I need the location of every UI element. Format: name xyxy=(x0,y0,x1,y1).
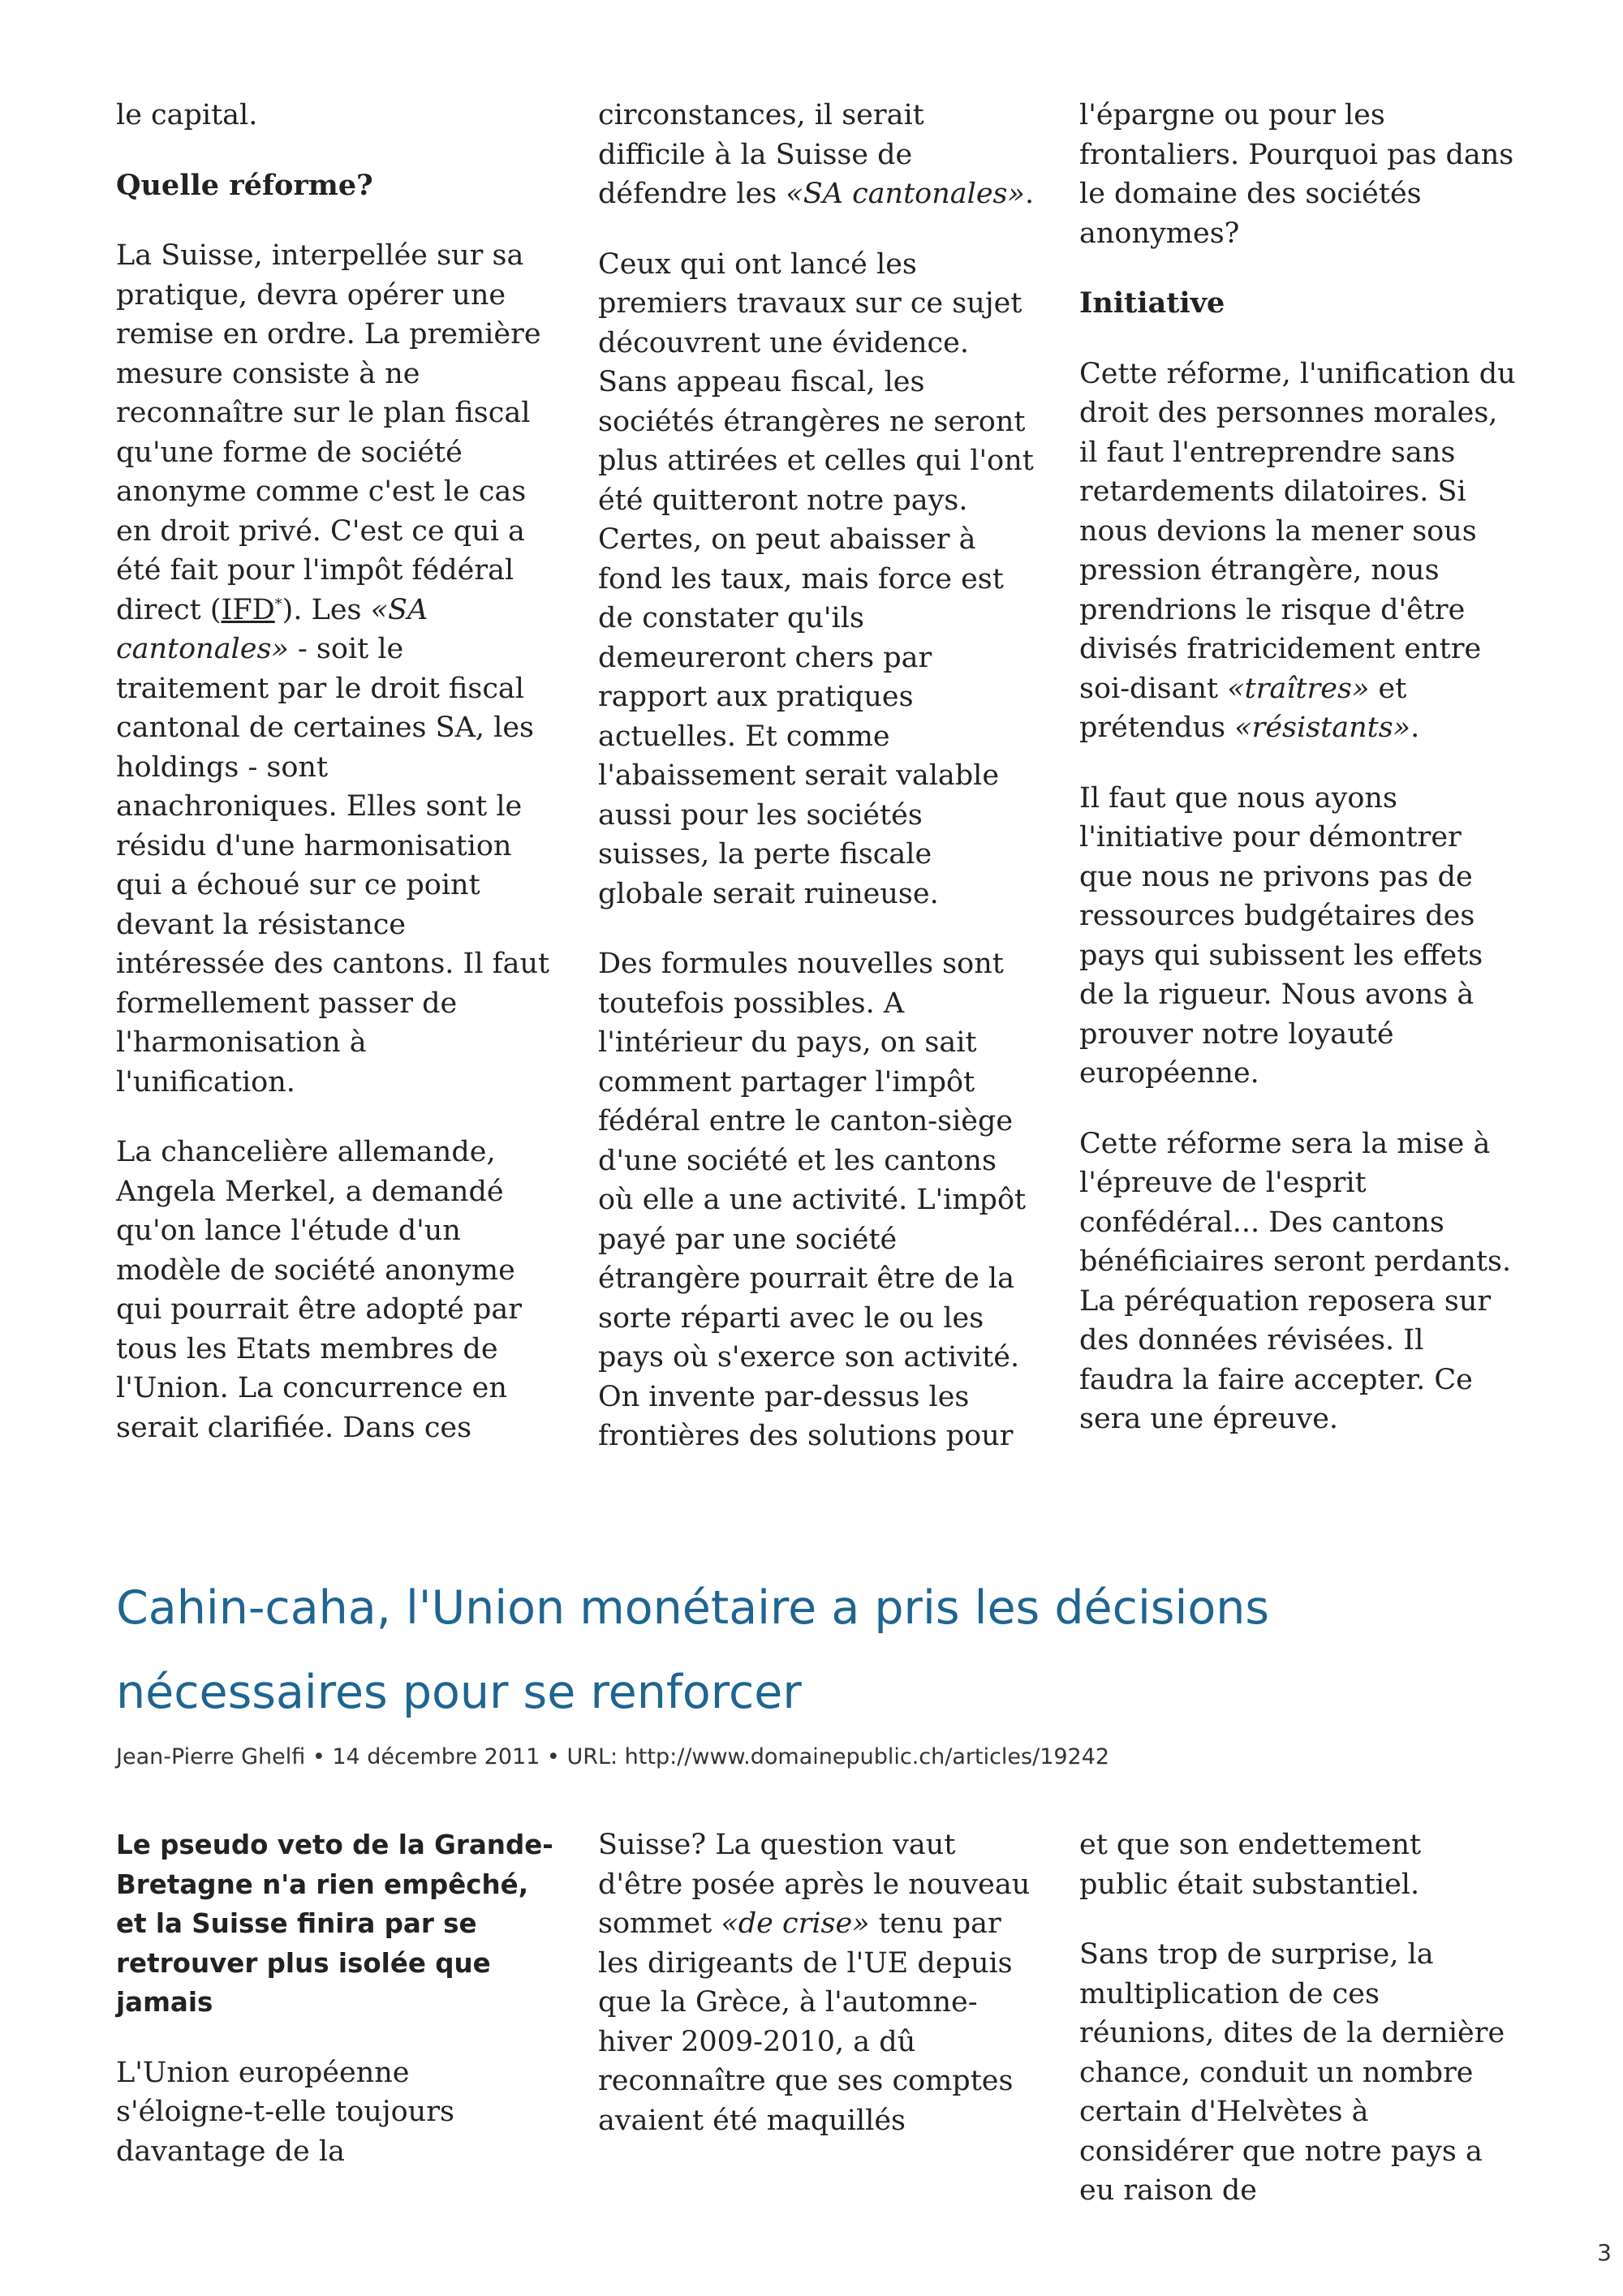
article1-column-1 xyxy=(116,96,554,1478)
text-run: circonstances, il serait difficile à la Suisse de défendre les xyxy=(598,99,924,210)
text-run: . xyxy=(1410,712,1420,744)
article2-title: Cahin-caha, l'Union monétaire a pris les décisions nécessaires pour se renforcer xyxy=(116,1581,1270,1719)
footnote-marker: * xyxy=(274,595,282,613)
paragraph: Ceux qui ont lancé les premiers travaux sur ce sujet découvrent une évidence. Sans appeau fiscal, les sociétés étrangères ne seront plus attirées et celles qui l'ont été quitteront notre pays. Certes, on peut abaisser à fond les taux, mais force est de constater qu'ils demeureront chers par rapport aux pratiques actuelles. Et comme l'abaissement serait valable aussi pour les sociétés suisses, la perte fiscale globale serait ruineuse. xyxy=(598,247,1034,910)
emphasis-text: «SA cantonales» xyxy=(786,178,1025,210)
paragraph xyxy=(116,236,554,1102)
page-number: 3 xyxy=(1597,2239,1612,2266)
paragraph: Cette réforme sera la mise à l'épreuve de l'esprit confédéral... Des cantons bénéficiaires seront perdants. La péréquation reposera sur des données révisées. Il faudra la faire accepter. Ce sera une épreuve. xyxy=(1079,1127,1512,1435)
article2-column-2 xyxy=(598,1825,1036,2171)
emphasis-text: «de crise» xyxy=(721,1907,870,1940)
emphasis-text: «traîtres» xyxy=(1227,672,1370,705)
text-run: ). Les xyxy=(282,593,371,626)
article1-column-2 xyxy=(598,96,1036,1487)
emphasis-text: «SA cantonales» xyxy=(116,593,428,665)
article2-column-3 xyxy=(1079,1825,1518,2242)
paragraph: le capital. xyxy=(116,99,258,131)
emphasis-text: «résistants» xyxy=(1234,712,1411,744)
paragraph xyxy=(1079,355,1518,748)
paragraph xyxy=(598,96,1036,214)
text-run: La Suisse, interpellée sur sa pratique, devra opérer une remise en ordre. La première mesure consiste à ne reconnaître sur le plan fiscal qu'une forme de société anonyme comme c'est le cas en droit privé. C'est ce qui a été fait pour l'impôt fédéral direct ( xyxy=(116,239,541,626)
ifd-abbreviation-link[interactable]: IFD xyxy=(221,593,275,626)
text-run: . xyxy=(1024,178,1035,210)
article1-column-3 xyxy=(1079,96,1518,1470)
paragraph: La chancelière allemande, Angela Merkel, a demandé qu'on lance l'étude d'un modèle de société anonyme qui pourrait être adopté par tous les Etats membres de l'Union. La concurrence en serait clarifiée. Dans ces xyxy=(116,1136,522,1444)
article2-byline: Jean-Pierre Ghelfi • 14 décembre 2011 • URL: http://www.domainepublic.ch/articles/19242 xyxy=(116,1744,1110,1769)
paragraph: Des formules nouvelles sont toutefois possibles. A l'intérieur du pays, on sait comment partager l'impôt fédéral entre le canton-siège d'une société et les cantons où elle a une activité. L'impôt payé par une société étrangère pourrait être de la sorte réparti avec le ou les pays où s'exerce son activité. On invente par-dessus les frontières des solutions pour xyxy=(598,948,1027,1452)
paragraph: Il faut que nous ayons l'initiative pour démontrer que nous ne privons pas de ressources budgétaires des pays qui subissent les effets de la rigueur. Nous avons à prouver notre loyauté européenne. xyxy=(1079,781,1483,1090)
text-run: et prétendus xyxy=(1079,672,1407,744)
article2-lead: Le pseudo veto de la Grande-Bretagne n'a rien empêché, et la Suisse finira par se retrouver plus isolée que jamais xyxy=(116,1829,553,2018)
paragraph: L'Union européenne s'éloigne-t-elle toujours davantage de la xyxy=(116,2056,454,2168)
paragraph: l'épargne ou pour les frontaliers. Pourquoi pas dans le domaine des sociétés anonymes? xyxy=(1079,99,1514,250)
section-heading-initiative: Initiative xyxy=(1079,286,1225,320)
paragraph xyxy=(598,1825,1036,2140)
text-run: tenu par les dirigeants de l'UE depuis que la Grèce, à l'automne-hiver 2009-2010, a dû reconnaître que ses comptes avaient été maquillés xyxy=(598,1907,1014,2137)
paragraph: et que son endettement public était substantiel. xyxy=(1079,1829,1422,1901)
text-run: Suisse? La question vaut d'être posée après le nouveau sommet xyxy=(598,1829,1031,1940)
text-run: - soit le traitement par le droit fiscal cantonal de certaines SA, les holdings - sont anachroniques. Elles sont le résidu d'une harmonisation qui a échoué sur ce point devant la résistance intéressée des cantons. Il faut formellement passer de l'harmonisation à l'unification. xyxy=(116,633,550,1099)
section-heading-quelle-reforme: Quelle réforme? xyxy=(116,168,373,202)
text-run: Cette réforme, l'unification du droit des personnes morales, il faut l'entreprendre sans retardements dilatoires. Si nous devions la mener sous pression étrangère, nous prendrions le risque d'être divisés fratricidement entre soi-disant xyxy=(1079,357,1516,705)
paragraph: Sans trop de surprise, la multiplication de ces réunions, dites de la dernière chance, conduit un nombre certain d'Helvètes à considérer que notre pays a eu raison de xyxy=(1079,1938,1505,2207)
article2-column-1 xyxy=(116,1825,554,2202)
